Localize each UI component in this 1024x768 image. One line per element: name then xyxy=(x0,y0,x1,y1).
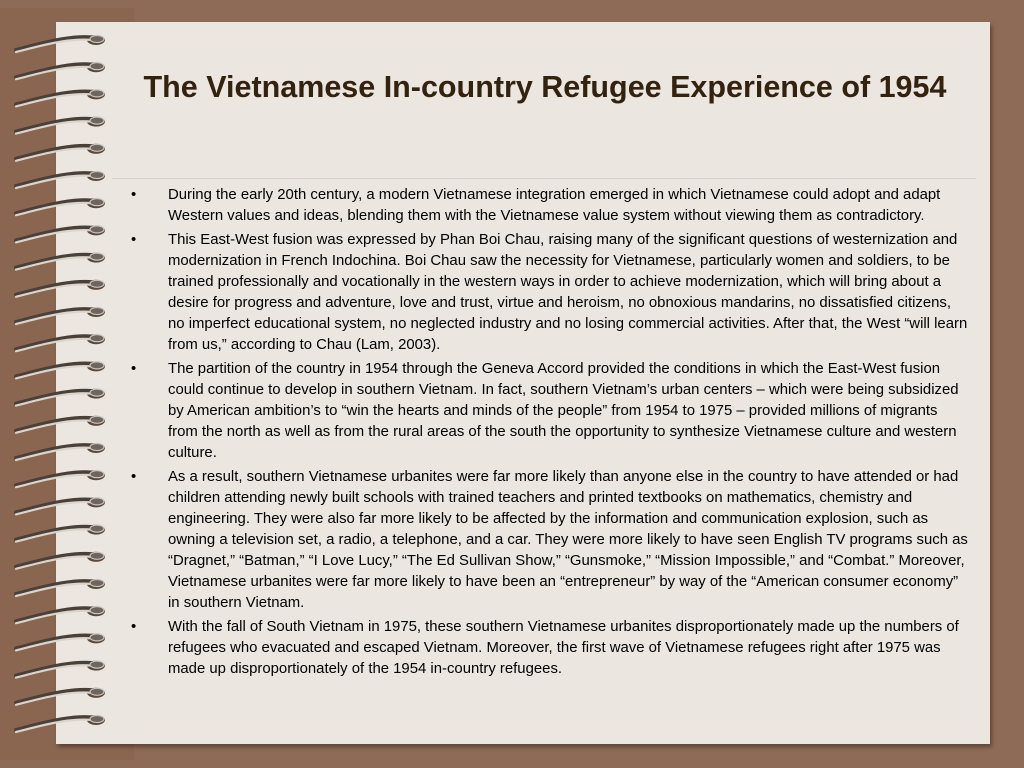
bullet-text: As a result, southern Vietnamese urbanites were far more likely than anyone else in the country to have attended or had children attending newly built schools with trained teachers and printed textbooks on mathematics, chemistry and engineering. They were also far more likely to be affected by the information and communication explosion, such as owning a television set, a radio, a telephone, and a car. They were more likely to have seen English TV programs such as “Dragnet,” “Batman,” “I Love Lucy,” “The Ed Sullivan Show,” “Gunsmoke,” “Mission Impossible,” and “Combat.” Moreover, Vietnamese urbanites were far more likely to have been an “entrepreneur” by way of the “American consumer economy” in southern Vietnam. xyxy=(168,469,968,611)
bullet-item xyxy=(131,230,969,356)
bullet-item xyxy=(131,359,969,464)
spiral-ring-icon xyxy=(16,525,105,542)
spiral-ring-icon xyxy=(16,35,105,52)
slide-title: The Vietnamese In-country Refugee Experience of 1954 xyxy=(143,70,947,104)
spiral-ring-icon xyxy=(16,443,105,460)
bullet-marker: • xyxy=(131,187,137,203)
bullet-text: During the early 20th century, a modern Vietnamese integration emerged in which Vietnamese could adopt and adapt Western values and ideas, blending them with the Vietnamese value system without viewing them as contradictory. xyxy=(168,187,941,224)
bullet-text: With the fall of South Vietnam in 1975, these southern Vietnamese urbanites disproportionately made up the numbers of refugees who evacuated and escaped Vietnam. Moreover, the first wave of Vietnamese refugees right after 1975 was made up disproportionately of the 1954 in-country refugees. xyxy=(168,619,959,677)
spiral-ring-icon xyxy=(16,198,105,215)
spiral-ring-icon xyxy=(16,579,105,596)
spiral-ring-icon xyxy=(16,89,105,106)
spiral-ring-icon xyxy=(16,253,105,270)
spiral-ring-icon xyxy=(16,280,105,297)
spiral-ring-icon xyxy=(16,661,105,678)
bullet-marker: • xyxy=(131,469,137,485)
bullet-marker: • xyxy=(131,619,137,635)
bullet-marker: • xyxy=(131,232,137,248)
bullet-marker: • xyxy=(131,361,137,377)
bullet-list xyxy=(131,185,969,683)
spiral-ring-icon xyxy=(16,225,105,242)
bullet-text: This East-West fusion was expressed by Phan Boi Chau, raising many of the significant questions of westernization and modernization in French Indochina. Boi Chau saw the necessity for Vietnamese, particularly women and soldiers, to be trained professionally and vocationally in the western ways in order to achieve modernization, which will bring about a desire for progress and adventure, love and trust, virtue and heroism, no obnoxious mandarins, no dissatisfied citizens, no imperfect educational system, no neglected industry and no losing commercial activities. After that, the West “will learn from us,” according to Chau (Lam, 2003). xyxy=(168,232,968,353)
spiral-ring-icon xyxy=(16,470,105,487)
spiral-ring-icon xyxy=(16,361,105,378)
spiral-ring-icon xyxy=(16,62,105,79)
spiral-ring-icon xyxy=(16,334,105,351)
spiral-ring-icon xyxy=(16,606,105,623)
spiral-ring-icon xyxy=(16,715,105,732)
spiral-ring-icon xyxy=(16,117,105,134)
spiral-ring-icon xyxy=(16,633,105,650)
title-divider xyxy=(112,178,976,179)
bullet-text: The partition of the country in 1954 through the Geneva Accord provided the conditions in which the East-West fusion could continue to develop in southern Vietnam. In fact, southern Vietnam’s urban centers – which were being subsidized by American ambition’s to “win the hearts and minds of the people” from 1954 to 1975 – provided millions of migrants from the north as well as from the rural areas of the south the opportunity to synthesize Vietnamese culture and western culture. xyxy=(168,361,959,461)
bullet-item xyxy=(131,467,969,614)
spiral-ring-icon xyxy=(16,389,105,406)
bullet-item xyxy=(131,185,969,227)
spiral-ring-icon xyxy=(16,552,105,569)
spiral-ring-icon xyxy=(16,416,105,433)
spiral-ring-icon xyxy=(16,497,105,514)
spiral-ring-icon xyxy=(16,688,105,705)
spiral-ring-icon xyxy=(16,144,105,161)
spiral-binding-icon xyxy=(0,0,120,768)
bullet-item xyxy=(131,617,969,680)
spiral-ring-icon xyxy=(16,171,105,188)
spiral-ring-icon xyxy=(16,307,105,324)
